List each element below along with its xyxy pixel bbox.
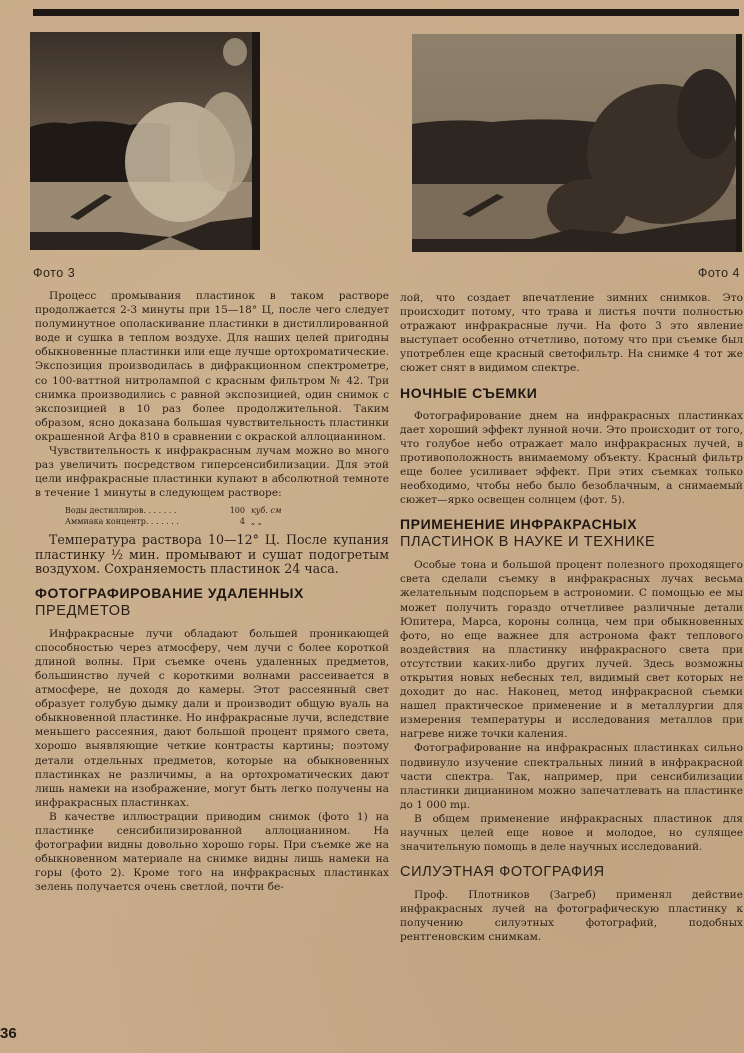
right-text-column: [400, 291, 743, 945]
photo-3-caption: Фото 3: [33, 266, 76, 280]
page-number: 36: [0, 1025, 17, 1042]
paragraph: лой, что создает впечатление зимних снимков. Это происходит потому, что трава и листья почти полностью отражают инфракрасные лучи. На фото 3 это явление выступает особенно отчетливо, потому что при съемке был употреблен еще красный светофильтр. На снимке 4 тот же сюжет снят в видимом спектре.: [400, 292, 743, 375]
formula-quantity: 100: [229, 506, 245, 516]
paragraph: Фотографирование днем на инфракрасных пластинках дает хороший эффект лунной ночи. Это происходит от того, что голубое небо отражает мало инфракрасных лучей, в противоположность внимаемому объекту. Красный фильтр еще более усиливает эффект. При этих съемках только необходимо, чтобы небо было безоблачным, а снимаемый сюжет—ярко освещен солнцем (фот. 5).: [400, 409, 743, 507]
formula-unit: „ „: [251, 517, 262, 527]
section-heading-science-application: [400, 516, 743, 551]
photo-3-infrared-landscape: [30, 32, 260, 250]
paragraph: Особые тона и большой процент полезного проходящего света сделали съемку в инфракрасных лучах весьма желательным подспорьем в астрономии. С помощью ее мы может получить гораздо отчетливее различные детали Юпитера, Марса, короны солнца, чем при обыкновенных фото, но еще важнее для астронома факт теплового воздействия на пластинку инфракрасного света при отсутствии каких-либо других лучей. Здесь возможны открытия новых небесных тел, видимый свет которых не доходит до нас. Наконец, метод инфракрасной съемки нашел практическое применение и в металлургии для измерения температуры и исследования металлов при нагреве ниже точки каления.: [400, 559, 743, 741]
formula-quantity: 4: [239, 517, 245, 527]
formula-ingredient: Воды дестиллиров. . . . . . .: [65, 506, 177, 516]
section-heading-distant-objects: [35, 585, 389, 620]
top-rule-divider: [33, 9, 739, 16]
paragraph: Процесс промывания пластинок в таком растворе продолжается 2-3 минуты при 15—18° Ц, после чего следует полуминутное ополаскивание пластинки в дистиллированной воде и сушка в теплом воздухе. Для наших целей пригодны обыкновенные пластинки или еще лучше ортохроматические. Экспозиция производилась в дифракционном спектрометре, со 100-ваттной нитролампой с красным фильтром № 42. Три снимка производились с равной экспозицией, один снимок с экспозицией в 10 раз более продолжительной. Таким образом, ясно доказана большая чувствительность пластинки окрашенной Агфа 810 в сравнении с окраской аллоцианином.: [35, 290, 389, 443]
paragraph: Температура раствора 10—12° Ц. После купания пластинку ½ мин. промывают и сушат подогретым воздухом. Сохраняемость пластинок 24 часа.: [35, 532, 389, 576]
left-text-column: [35, 289, 389, 894]
photo-3-image: [30, 32, 252, 250]
paragraph: В качестве иллюстрации приводим снимок (фото 1) на пластинке сенсибилизированной аллоцианином. На фотографии видны довольно хорошо горы. При съемке же на обыкновенном материале на снимке видны лишь намеки на горы (фото 2). Кроме того на инфракрасных пластинках зелень получается очень светлой, почти бе-: [35, 810, 389, 894]
paragraph: Проф. Плотников (Загреб) применял действие инфракрасных лучей на фотографическую пластинку к получению силуэтных фотографий, подобных рентгеновским снимкам.: [400, 889, 743, 944]
heading-bold-line: НОЧНЫЕ СЪЕМКИ: [400, 384, 538, 401]
heading-bold-line: ФОТОГРАФИРОВАНИЕ УДАЛЕННЫХ: [35, 584, 304, 601]
paragraph: Фотографирование на инфракрасных пластинках сильно подвинуло изучение спектральных линий в инфракрасной части спектра. Так, например, при сенсибилизации пластинки дицианином можно запечатлевать на пластинке до 1 000 mμ.: [400, 742, 743, 811]
section-heading-silhouette: [400, 863, 743, 881]
photo-4-visible-landscape: [412, 34, 742, 252]
heading-bold-line: ПРИМЕНЕНИЕ ИНФРАКРАСНЫХ: [400, 516, 638, 533]
formula-unit: куб. см: [251, 506, 282, 516]
formula-row-ammonia: [65, 516, 389, 527]
paragraph: Инфракрасные лучи обладают большей проникающей способностью через атмосферу, чем лучи с более короткой длиной волны. При съемке очень удаленных предметов, большинство лучей с короткими волнами рассеивается в атмосфере, не доходя до камеры. Этот рассеянный свет образует голубую дымку дали и производит общую вуаль на обыкновенной пластинке. Но инфракрасные лучи, вследствие меньшего рассеяния, дают большой процент прямого света, хорошо выявляющие четкие контрасты картины; поэтому детали отдельных предметов, которые на обыкновенных пластинках не различимы, а на ортохроматических дают лишь намеки на изображение, могут быть легко получены на инфракрасных пластинках.: [35, 627, 389, 809]
formula-ingredient: Аммиака концентр. . . . . . .: [65, 517, 179, 527]
photo-4-caption: Фото 4: [697, 266, 740, 280]
formula-row-water: [65, 505, 389, 516]
section-heading-night-shots: [400, 385, 743, 402]
paragraph: Чувствительность к инфракрасным лучам можно во много раз увеличить посредством гиперсенсибилизации. Для этой цели инфракрасные пластинки купают в абсолютной темноте в течение 1 минуты в следующем растворе:: [35, 445, 389, 500]
solution-formula: [65, 505, 389, 527]
photo-4-image: [412, 34, 736, 252]
heading-light-line: ПЛАСТИНОК В НАУКЕ И ТЕХНИКЕ: [400, 534, 656, 551]
heading-light-line: ПРЕДМЕТОВ: [35, 602, 131, 619]
paragraph: В общем применение инфракрасных пластинок для научных целей еще новое и молодое, но сулящее значительную помощь в деле научных исследований.: [400, 812, 743, 854]
heading-light-line: СИЛУЭТНАЯ ФОТОГРАФИЯ: [400, 864, 605, 881]
